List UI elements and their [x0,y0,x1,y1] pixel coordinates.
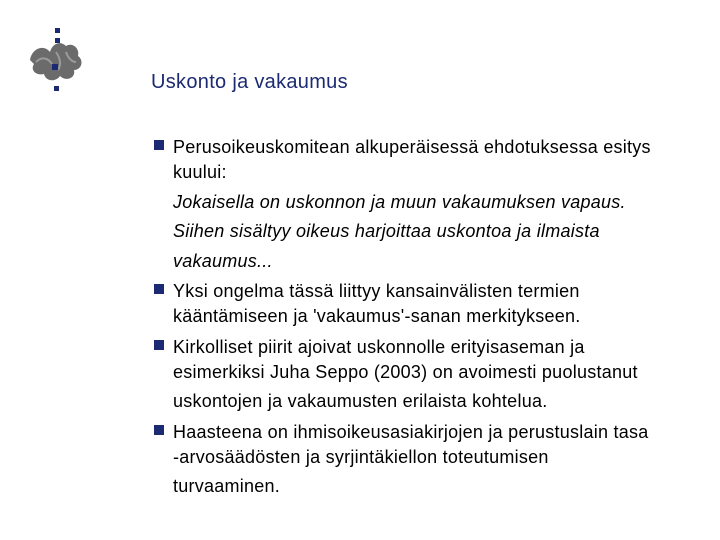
square-bullet-icon [154,340,164,350]
bullet-text-line: Yksi ongelma tässä liittyy kansainvälisten termien [173,281,580,301]
university-flame-logo-icon [22,26,88,96]
bullet-text-line: esimerkiksi Juha Seppo (2003) on avoimesti puolustanut [173,361,638,382]
square-bullet-icon [154,140,164,150]
bullet-text-line: Jokaisella on uskonnon ja muun vakaumuksen vapaus. [173,191,626,212]
bullet-text-line: Haasteena on ihmisoikeusasiakirjojen ja perustuslain tasa [173,421,649,442]
bullet-text-line: kääntämiseen ja 'vakaumus'-sanan merkitykseen. [173,306,581,326]
bullet-text-line: kuului: [173,162,227,182]
bullet-item [154,336,710,417]
bullet-text-line: Perusoikeuskomitean alkuperäisessä ehdotuksessa esitys [173,137,651,157]
bullet-text-line: uskontojen ja vakaumusten erilaista kohtelua. [173,391,548,411]
bullet-text-line: -arvosäädösten ja syrjintäkiellon toteutumisen [173,446,549,467]
bullet-item [154,280,710,332]
bullet-text-line: vakaumus... [173,250,273,271]
bullet-text-line: Siihen sisältyy oikeus harjoittaa uskontoa ja ilmaista [173,221,600,241]
bullet-list [154,136,710,502]
bullet-item [154,421,710,502]
bullet-item [154,136,710,276]
square-bullet-icon [154,425,164,435]
slide-title: Uskonto ja vakaumus [151,71,348,93]
bullet-text-line: turvaaminen. [173,476,281,496]
bullet-text-line: Kirkolliset piirit ajoivat uskonnolle erityisaseman ja [173,336,585,357]
square-bullet-icon [154,284,164,294]
